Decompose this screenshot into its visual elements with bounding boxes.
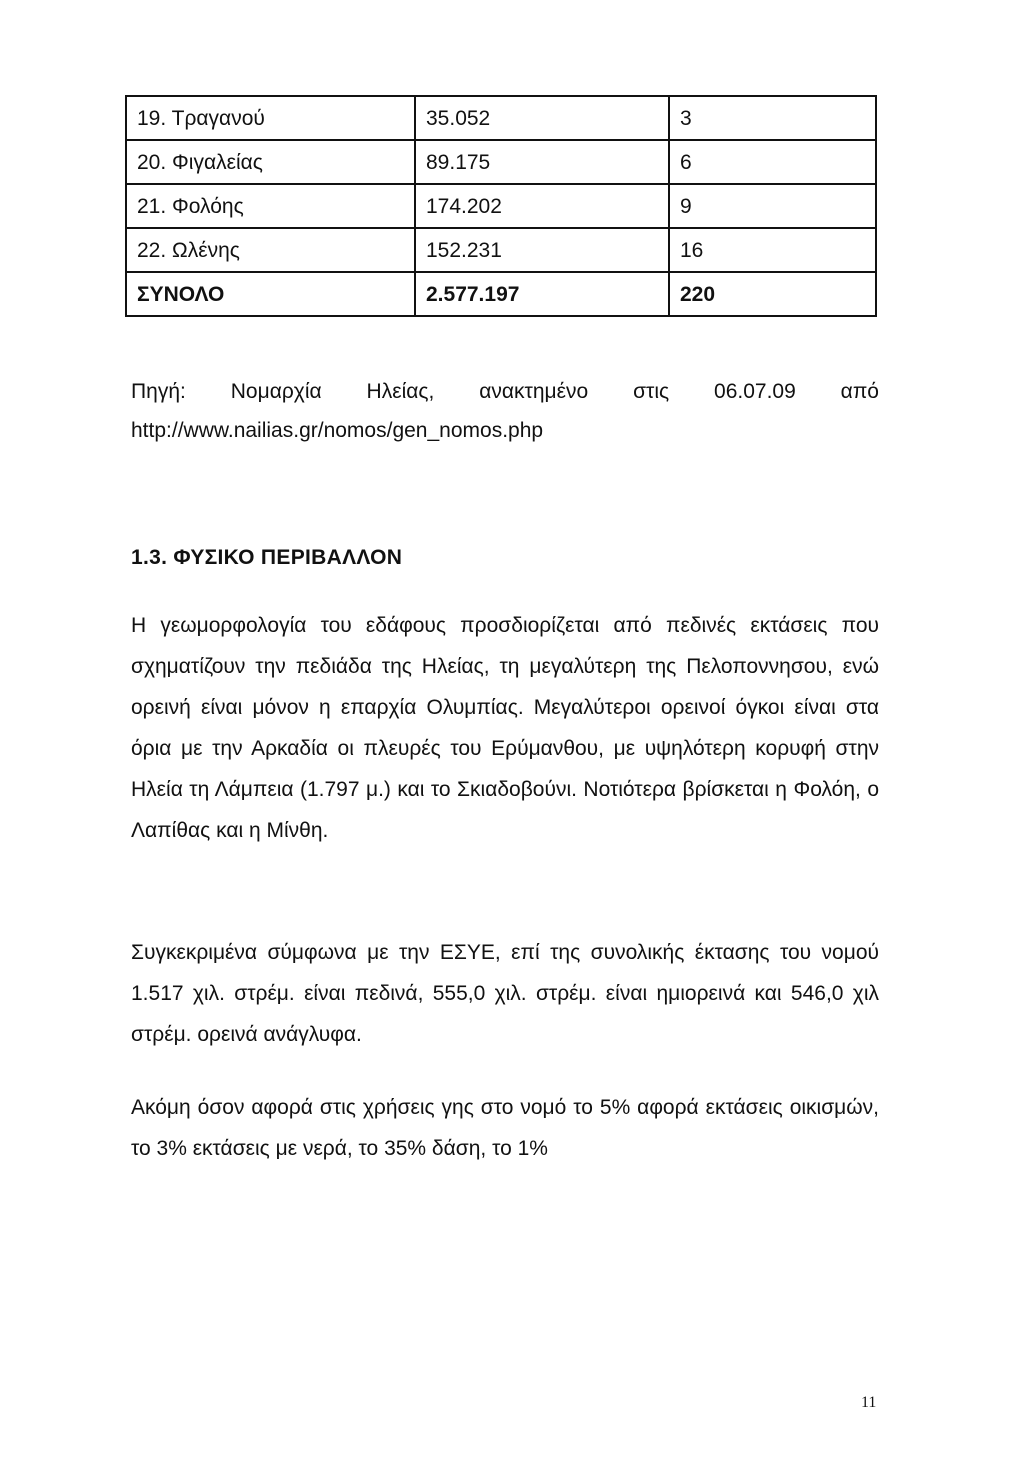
source-word: από [840,380,879,403]
municipality-count: 6 [669,140,876,184]
municipality-name: 20. Φιγαλείας [126,140,415,184]
section-heading: 1.3. ΦΥΣΙΚΟ ΠΕΡΙΒΑΛΛΟΝ [131,546,403,569]
municipality-name: 22. Ωλένης [126,228,415,272]
table-row [126,184,876,228]
paragraph: Συγκεκριμένα σύμφωνα με την ΕΣΥΕ, επί της συνολικής έκτασης του νομού 1.517 χιλ. στρέμ. είναι πεδινά, 555,0 χιλ. στρέμ. είναι ημιορεινά και 546,0 χιλ στρέμ. ορεινά ανάγλυφα. [131,941,879,1046]
source-word: Ηλείας, [366,380,435,403]
municipality-area: 89.175 [415,140,669,184]
source-citation [131,372,879,450]
source-word: Πηγή: [131,380,186,403]
municipality-count: 9 [669,184,876,228]
source-word: Νομαρχία [230,380,322,403]
table-row [126,140,876,184]
municipality-count: 3 [669,96,876,140]
municipality-count: 16 [669,228,876,272]
source-word: 06.07.09 [714,380,796,403]
source-word: στις [633,380,670,403]
source-line [131,372,879,411]
total-count: 220 [669,272,876,316]
table-total-row [126,272,876,316]
municipality-area: 35.052 [415,96,669,140]
municipality-area: 152.231 [415,228,669,272]
table-row [126,228,876,272]
municipality-name: 19. Τραγανού [126,96,415,140]
table-body [126,96,876,316]
source-word: ανακτημένο [479,380,589,403]
page-number: 11 [861,1394,877,1411]
paragraph: Ακόμη όσον αφορά στις χρήσεις γης στο νομό το 5% αφορά εκτάσεις οικισμών, το 3% εκτάσεις με νερά, το 35% δάση, το 1% [131,1096,879,1160]
municipality-name: 21. Φολόης [126,184,415,228]
total-label: ΣΥΝΟΛΟ [126,272,415,316]
table-row [126,96,876,140]
total-area: 2.577.197 [415,272,669,316]
paragraph: Η γεωμορφολογία του εδάφους προσδιορίζεται από πεδινές εκτάσεις που σχηματίζουν την πεδιάδα της Ηλείας, τη μεγαλύτερη της Πελοποννησου, ενώ ορεινή είναι μόνον η επαρχία Ολυμπίας. Μεγαλύτεροι ορεινοί όγκοι είναι στα όρια με την Αρκαδία οι πλευρές του Ερύμανθου, με υψηλότερη κορυφή στην Ηλεία τη Λάμπεια (1.797 μ.) και το Σκιαδοβούνι. Νοτιότερα βρίσκεται η Φολόη, ο Λαπίθας και η Μίνθη. [131,614,879,842]
source-url: http://www.nailias.gr/nomos/gen_nomos.php [131,419,544,442]
municipalities-table [125,95,877,317]
municipality-area: 174.202 [415,184,669,228]
